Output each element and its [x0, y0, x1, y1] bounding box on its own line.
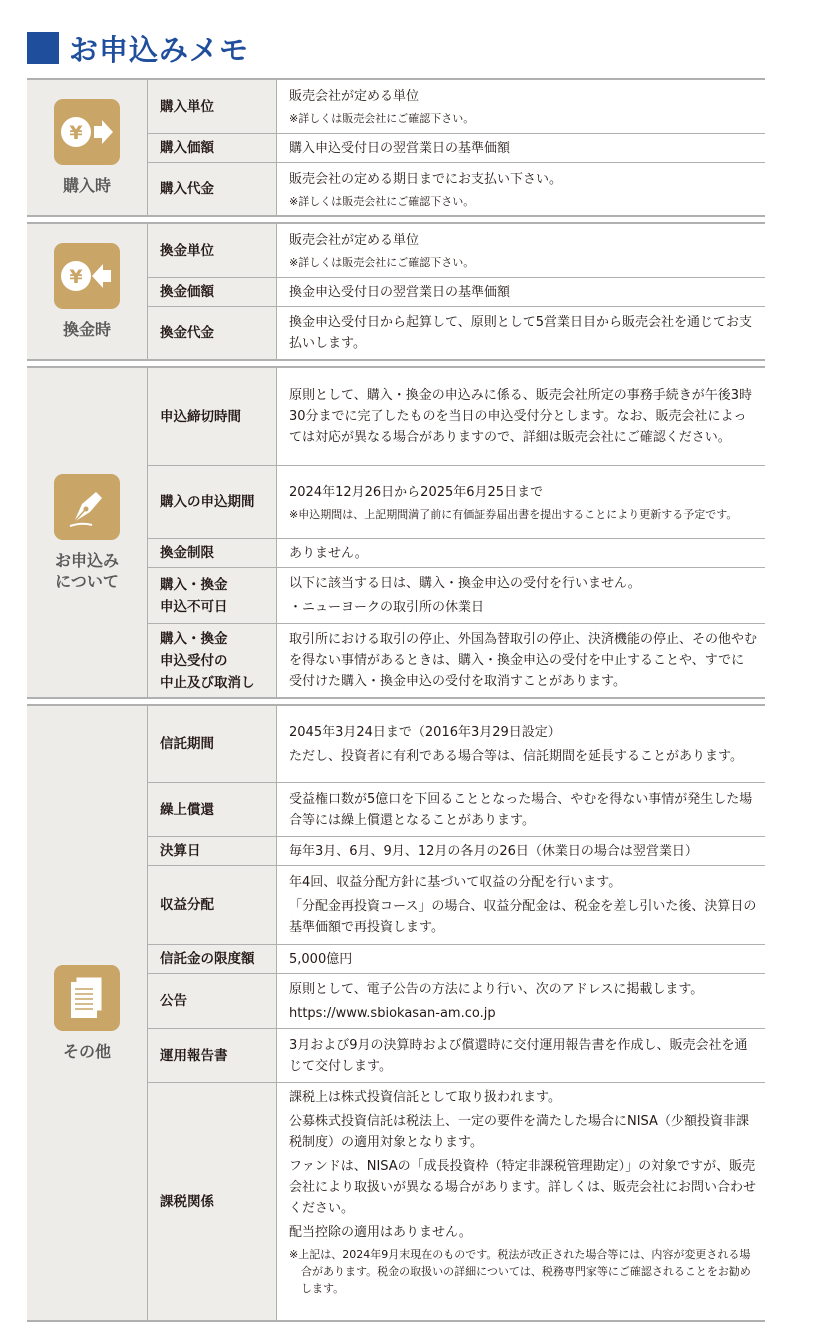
row-value: 3月および9月の決算時および償還時に交付運用報告書を作成し、販売会社を通じて交付します。: [289, 1037, 748, 1074]
category-purchase: [27, 78, 147, 217]
row-value: 課税上は株式投資信託として取り扱われます。: [289, 1090, 561, 1105]
row-value: 毎年3月、6月、9月、12月の各月の26日（休業日の場合は翌営業日）: [289, 843, 698, 859]
notice-url-link[interactable]: https://www.sbiokasan-am.co.jp: [289, 1005, 496, 1021]
row-redemption-amount: [147, 306, 765, 359]
row-label: 申込締切時間: [147, 368, 277, 465]
row-note: ※上記は、2024年9月末現在のものです。税法が改正された場合等には、内容が変更される場合があります。税金の取扱いの詳細については、税務専門家等にご確認されることをお勧めします。: [289, 1248, 751, 1295]
row-value: 販売会社の定める期日までにお支払い下さい。: [289, 171, 563, 187]
row-label: 換金単位: [147, 224, 277, 277]
row-closed-days: [147, 567, 765, 623]
row-label-line2: 申込不可日: [160, 598, 228, 615]
row-cutoff: [147, 368, 765, 465]
row-tax: [147, 1082, 765, 1320]
row-value-2: ただし、投資者に有利である場合等は、信託期間を延長することがあります。: [289, 748, 743, 764]
category-other: [27, 704, 147, 1322]
category-label-line2: について: [55, 571, 119, 591]
section-purchase: [27, 78, 765, 217]
section-redemption: [27, 222, 765, 361]
row-period: [147, 465, 765, 538]
row-limit: [147, 538, 765, 567]
row-label: 換金代金: [147, 307, 277, 359]
row-value: 原則として、電子公告の方法により行い、次のアドレスに掲載します。: [289, 981, 704, 997]
row-redemption-price: [147, 277, 765, 306]
row-label: 公告: [147, 974, 277, 1028]
row-value: 受益権口数が5億口を下回ることとなった場合、やむを得ない事情が発生した場合等には繰上償還となることがあります。: [289, 791, 753, 828]
row-value-2: ・ニューヨークの取引所の休業日: [289, 600, 485, 615]
row-value: 換金申込受付日の翌営業日の基準価額: [289, 284, 511, 300]
row-label: 信託期間: [147, 706, 277, 782]
row-value: 5,000億円: [289, 951, 353, 967]
row-value: 販売会社が定める単位: [289, 89, 420, 104]
row-distribution: [147, 865, 765, 944]
row-note: ※申込期間は、上記期間満了前に有価証券届出書を提出することにより更新する予定です。: [289, 507, 738, 521]
row-value: 原則として、購入・換金の申込みに係る、販売会社所定の事務手続きが午後3時30分までに完了したものを当日の申込受付分とします。なお、販売会社によっては対応が異なる場合がありますので、詳細は販売会社にご確認ください。: [289, 388, 753, 445]
row-label: 購入価額: [147, 134, 277, 162]
row-label: 信託金の限度額: [147, 945, 277, 973]
category-redemption: [27, 222, 147, 361]
row-redemption-unit: [147, 224, 765, 277]
row-closing-date: [147, 836, 765, 865]
section-other: [27, 704, 765, 1322]
row-label: 収益分配: [147, 866, 277, 944]
row-note: ※詳しくは販売会社にご確認下さい。: [289, 194, 475, 208]
row-value: ありません。: [289, 545, 368, 561]
category-label-line1: お申込み: [54, 550, 119, 570]
row-value-3: ファンドは、NISAの「成長投資枠（特定非課税管理勘定）」の対象ですが、販売会社により取扱いが異なる場合があります。詳しくは、販売会社にお問い合わせください。: [289, 1159, 756, 1216]
row-purchase-amount: [147, 162, 765, 215]
row-term: [147, 706, 765, 782]
section-application: [27, 366, 765, 699]
row-value-2: 「分配金再投資コース」の場合、収益分配金は、税金を差し引いた後、決算日の基準価額で再投資します。: [289, 899, 757, 935]
row-label-line1: 購入・換金: [160, 576, 228, 593]
row-notice: [147, 973, 765, 1028]
row-value: 2024年12月26日から2025年6月25日まで: [289, 484, 544, 500]
document-icon: [54, 965, 120, 1031]
row-value: 取引所における取引の停止、外国為替取引の停止、決済機能の停止、その他やむを得ない事情があるときは、購入・換金申込の受付を中止することや、すでに受付けた購入・換金申込の受付を取消すことがあります。: [289, 632, 758, 689]
page-title: お申込みメモ: [69, 32, 250, 67]
row-label: 運用報告書: [147, 1029, 277, 1082]
row-suspend: [147, 623, 765, 697]
row-early-redemption: [147, 782, 765, 836]
row-label-line3: 中止及び取消し: [160, 674, 255, 691]
category-label: 購入時: [62, 176, 111, 195]
row-label-line1: 購入・換金: [160, 630, 228, 647]
row-value: 販売会社が定める単位: [289, 233, 420, 248]
row-label: 決算日: [147, 837, 277, 865]
row-label: 換金制限: [147, 539, 277, 567]
pen-nib-icon: [54, 474, 120, 540]
category-application: [27, 366, 147, 699]
category-label: その他: [62, 1041, 111, 1061]
row-note: ※詳しくは販売会社にご確認下さい。: [289, 256, 475, 269]
category-label: 換金時: [62, 320, 111, 339]
row-value: 以下に該当する日は、購入・換金申込の受付を行いません。: [289, 576, 641, 591]
row-label: 課税関係: [147, 1083, 277, 1320]
row-label: 購入単位: [147, 80, 277, 133]
svg-text:¥: ¥: [69, 122, 83, 144]
row-trust-cap: [147, 944, 765, 973]
row-value-4: 配当控除の適用はありません。: [289, 1225, 472, 1240]
yen-arrow-left-icon: [54, 243, 120, 309]
row-report: [147, 1028, 765, 1082]
title-square-icon: [27, 32, 59, 64]
row-purchase-unit: [147, 80, 765, 133]
row-purchase-price: [147, 133, 765, 162]
row-value-2: 公募株式投資信託は税法上、一定の要件を満たした場合にNISA（少額投資非課税制度）の適用対象となります。: [289, 1114, 749, 1150]
svg-text:¥: ¥: [69, 266, 83, 288]
row-value: 購入申込受付日の翌営業日の基準価額: [289, 140, 511, 156]
row-label: 購入代金: [147, 163, 277, 215]
row-label: 換金価額: [147, 278, 277, 306]
row-label: 購入の申込期間: [147, 466, 277, 538]
row-label: 繰上償還: [147, 783, 277, 836]
row-value: 換金申込受付日から起算して、原則として5営業日目から販売会社を通じてお支払いします。: [289, 315, 753, 351]
yen-arrow-right-icon: [54, 99, 120, 165]
row-value: 年4回、収益分配方針に基づいて収益の分配を行います。: [289, 875, 622, 890]
row-label-line2: 申込受付の: [160, 652, 228, 669]
row-value: 2045年3月24日まで（2016年3月29日設定）: [289, 724, 561, 740]
row-note: ※詳しくは販売会社にご確認下さい。: [289, 112, 475, 125]
page-title-row: [27, 28, 249, 68]
